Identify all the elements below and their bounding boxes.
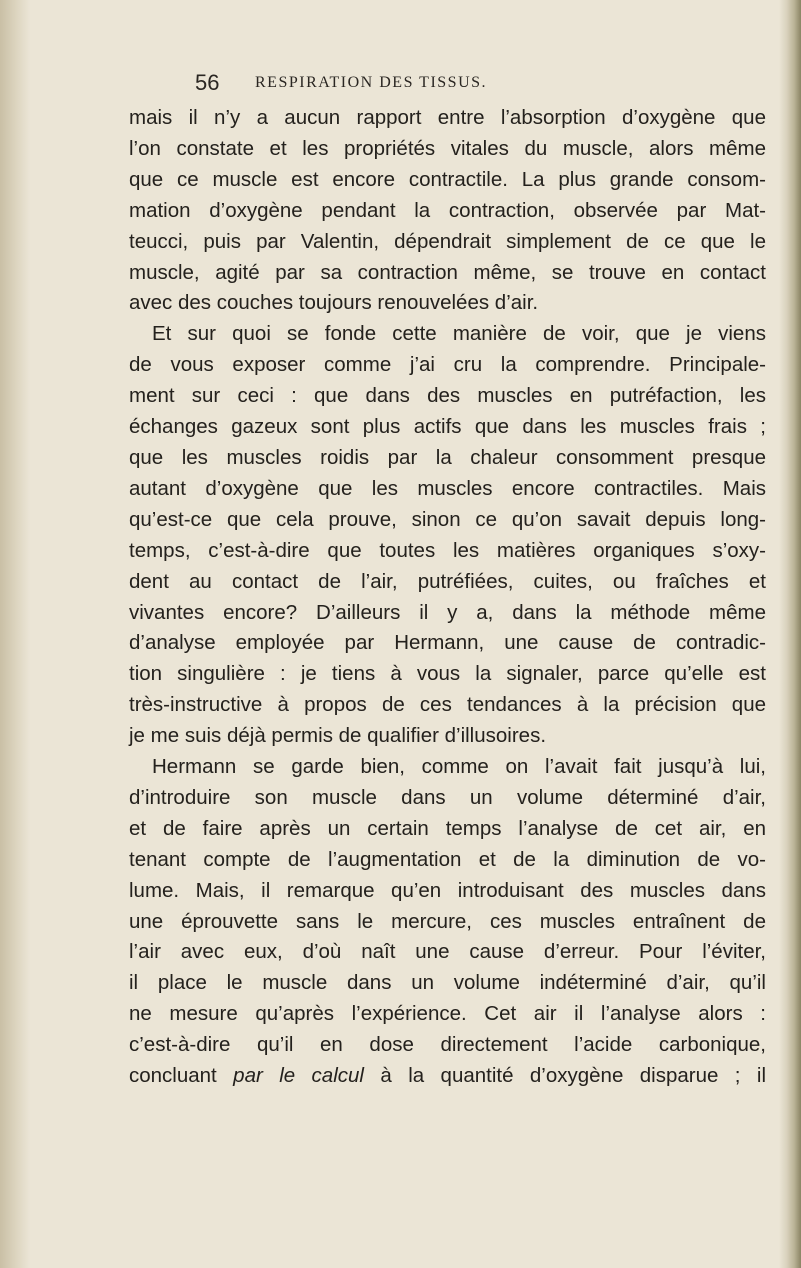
text-line: très-instructive à propos de ces tendances à la précision que (129, 693, 766, 717)
text-line: qu’est-ce que cela prouve, sinon ce qu’on savait depuis long- (129, 507, 766, 531)
text-line: mation d’oxygène pendant la contraction, observée par Mat- (129, 198, 766, 222)
text-line: de vous exposer comme j’ai cru la comprendre. Principale- (129, 353, 766, 377)
text-line: tenant compte de l’augmentation et de la diminution de vo- (129, 847, 766, 871)
text-line: que les muscles roidis par la chaleur consomment presque (129, 445, 766, 469)
text-line: l’air avec eux, d’où naît une cause d’erreur. Pour l’éviter, (129, 940, 766, 964)
text-line: muscle, agité par sa contraction même, se trouve en contact (129, 260, 766, 284)
text-line: d’introduire son muscle dans un volume déterminé d’air, (129, 785, 766, 809)
text-line: lume. Mais, il remarque qu’en introduisant des muscles dans (129, 878, 766, 902)
text-line: une éprouvette sans le mercure, ces muscles entraînent de (129, 909, 766, 933)
text-line: échanges gazeux sont plus actifs que dans les muscles frais ; (129, 415, 766, 439)
page-number: 56 (195, 70, 220, 95)
text-fragment: concluant (129, 1064, 234, 1088)
text-line: que ce muscle est encore contractile. La plus grande consom- (129, 167, 766, 191)
body-text (129, 103, 766, 1092)
paragraph-start-line: Et sur quoi se fonde cette manière de voir, que je viens (152, 322, 766, 346)
text-line: il place le muscle dans un volume indéterminé d’air, qu’il (129, 971, 766, 995)
text-fragment: à la quantité d’oxygène disparue ; il (363, 1064, 767, 1088)
page-edge-shadow (779, 0, 801, 1268)
text-line: et de faire après un certain temps l’analyse de cet air, en (129, 816, 766, 840)
text-line: je me suis déjà permis de qualifier d’illusoires. (129, 724, 547, 748)
text-line: ne mesure qu’après l’expérience. Cet air il l’analyse alors : (129, 1002, 766, 1026)
text-line: temps, c’est-à-dire que toutes les matières organiques s’oxy- (129, 538, 766, 562)
page-gutter-shadow (0, 0, 30, 1268)
text-line: l’on constate et les propriétés vitales du muscle, alors même (129, 136, 766, 160)
italic-phrase: par le calcul (233, 1064, 364, 1088)
text-line: autant d’oxygène que les muscles encore contractiles. Mais (129, 476, 766, 500)
text-line: avec des couches toujours renouvelées d’air. (129, 291, 539, 315)
text-line: tion singulière : je tiens à vous la signaler, parce qu’elle est (129, 662, 766, 686)
text-line: c’est-à-dire qu’il en dose directement l’acide carbonique, (129, 1033, 766, 1057)
text-line: teucci, puis par Valentin, dépendrait simplement de ce que le (129, 229, 766, 253)
text-line: d’analyse employée par Hermann, une cause de contradic- (129, 631, 766, 655)
paragraph-start-line: Hermann se garde bien, comme on l’avait fait jusqu’à lui, (152, 755, 766, 779)
text-line: ment sur ceci : que dans des muscles en putréfaction, les (129, 384, 766, 408)
text-line: dent au contact de l’air, putréfiées, cuites, ou fraîches et (129, 569, 766, 593)
final-text-line (129, 1061, 766, 1092)
running-title: RESPIRATION DES TISSUS. (255, 74, 488, 91)
text-line: mais il n’y a aucun rapport entre l’absorption d’oxygène que (129, 106, 766, 129)
text-line: vivantes encore? D’ailleurs il y a, dans la méthode même (129, 600, 766, 624)
